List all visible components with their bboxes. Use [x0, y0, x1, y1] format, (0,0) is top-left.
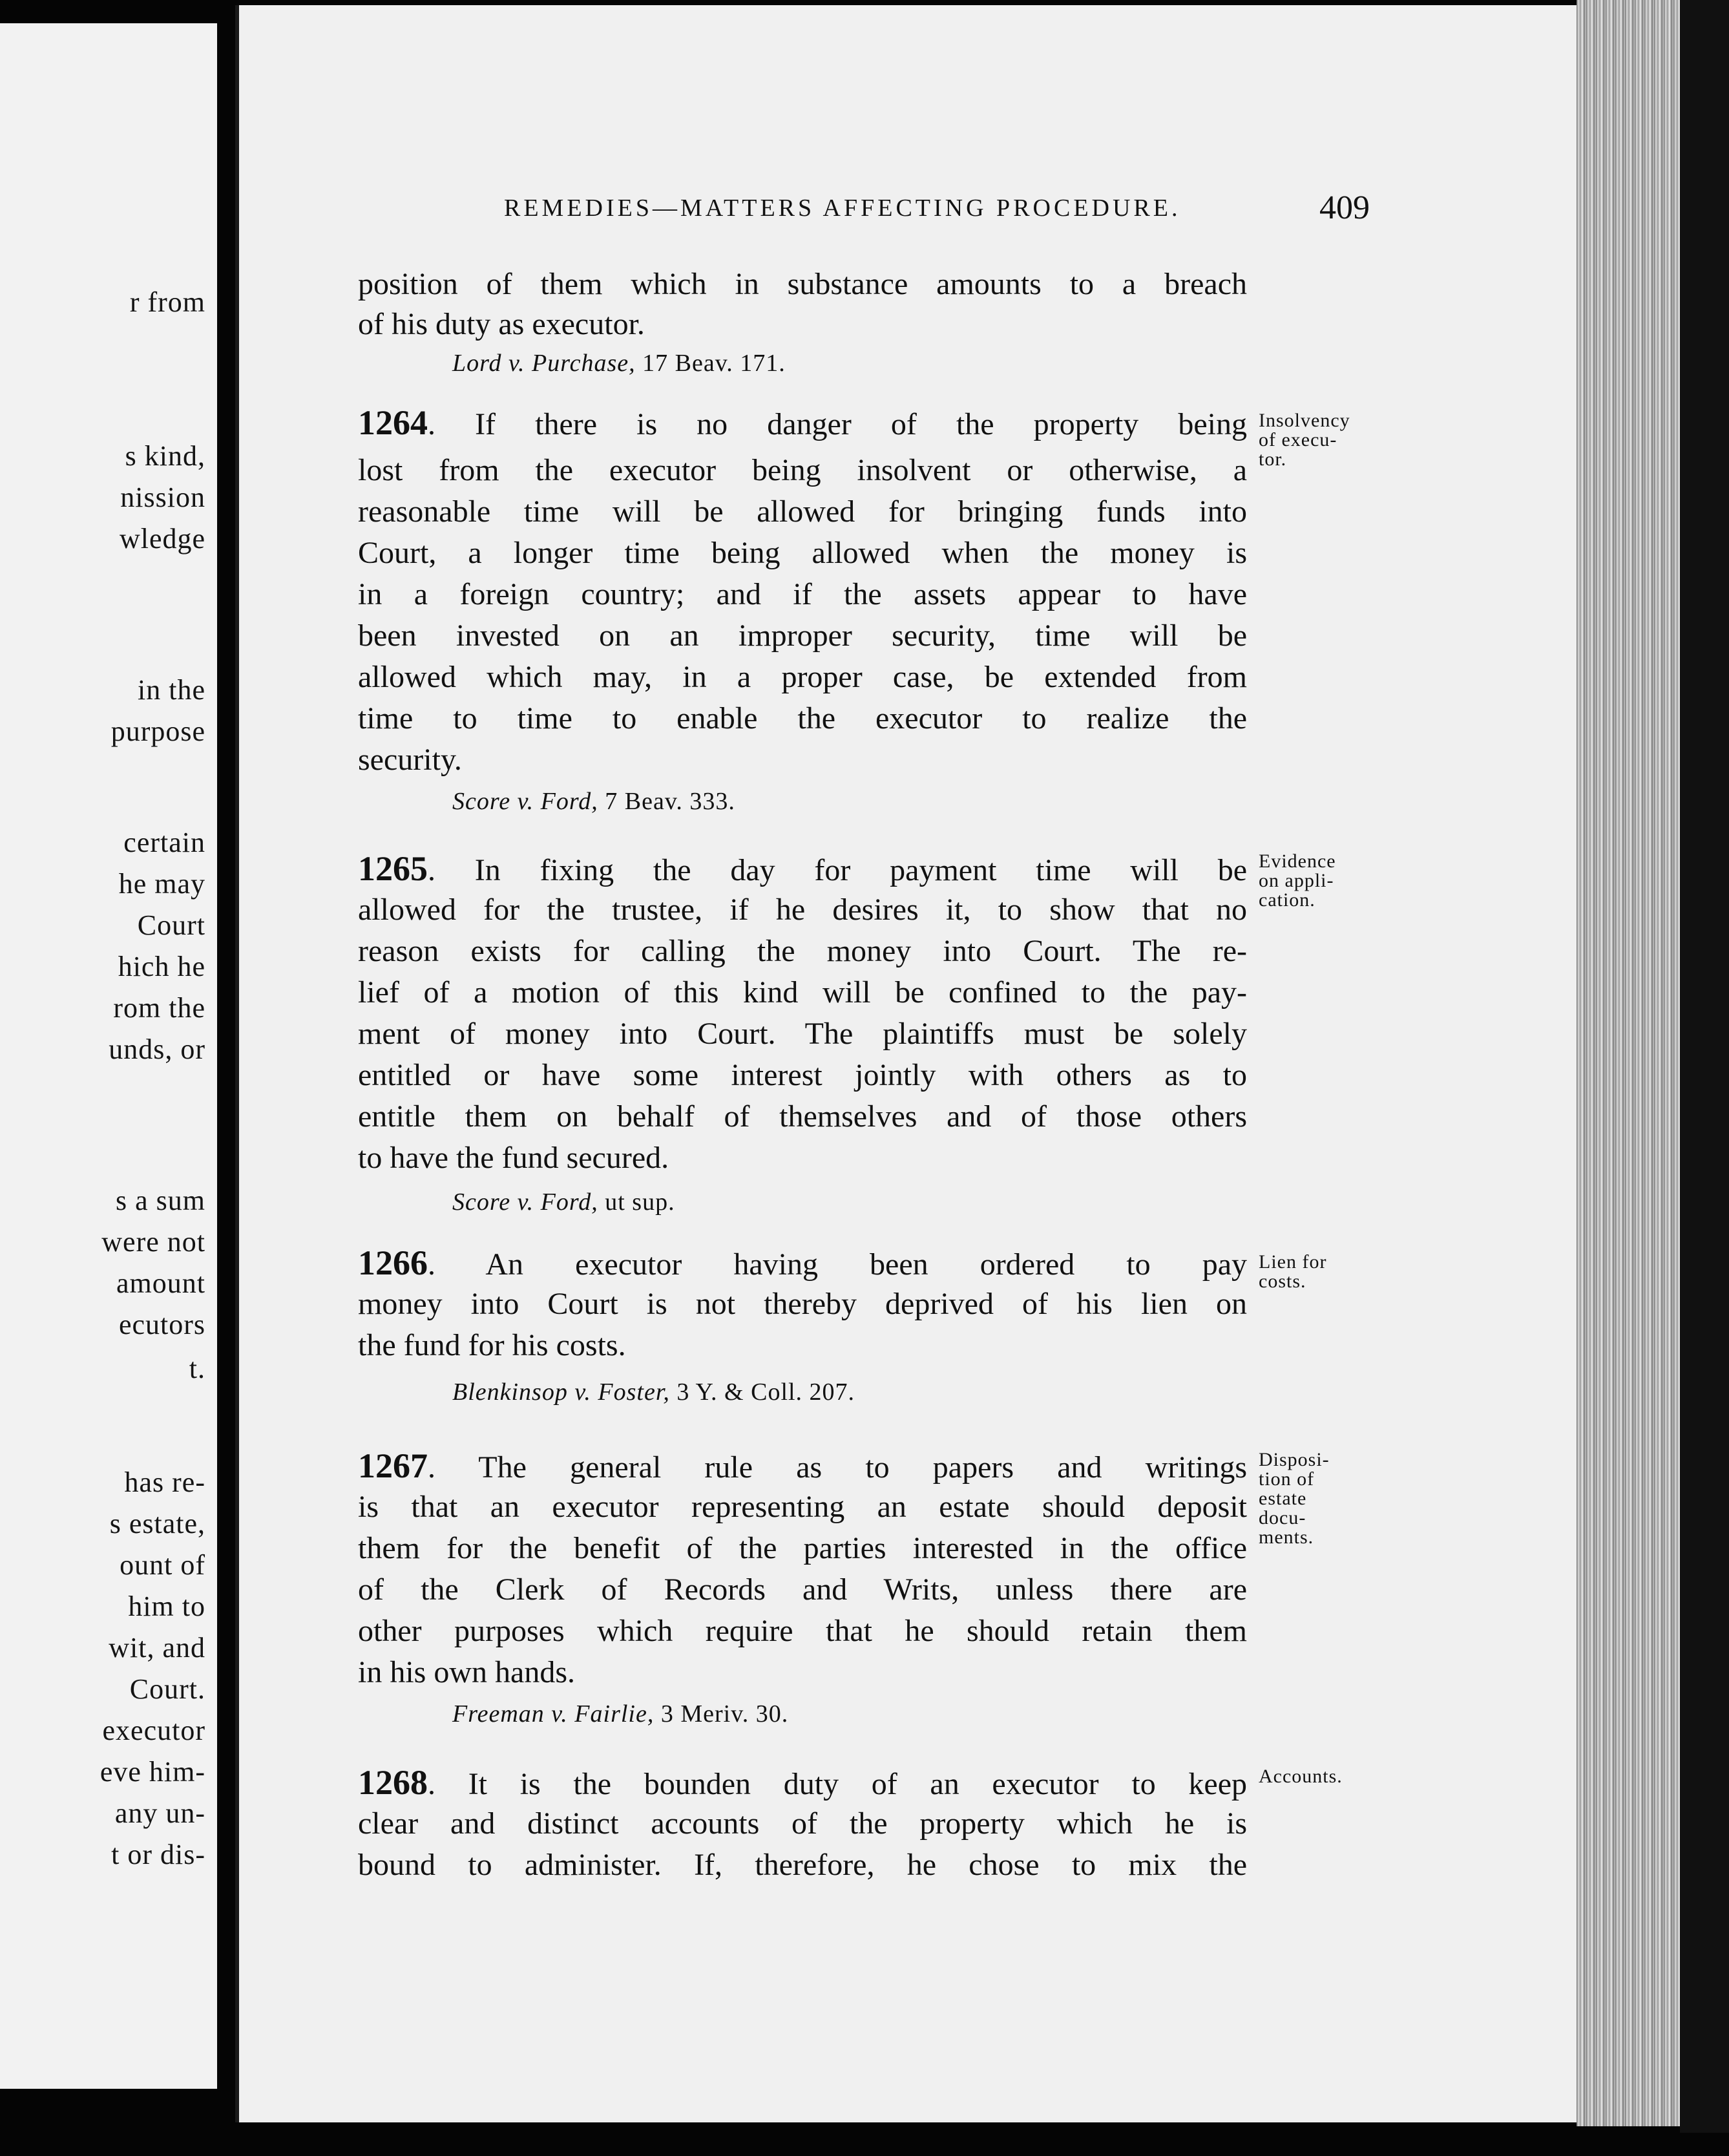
left-page-line: wit, and	[109, 1632, 205, 1664]
left-page-line: Court.	[129, 1673, 205, 1705]
text-line: them for the benefit of the parties interested in the office	[358, 1531, 1247, 1565]
text-line: ment of money into Court. The plaintiffs must be solely	[358, 1017, 1247, 1051]
left-page-line: purpose	[110, 715, 205, 747]
text-line: allowed for the trustee, if he desires it, to show that no	[358, 893, 1247, 927]
text-line: of his duty as executor.	[358, 307, 645, 341]
left-page-line: s a sum	[116, 1185, 205, 1216]
left-page-line: s estate,	[109, 1508, 205, 1539]
left-page-line: t or dis-	[111, 1839, 205, 1870]
left-page-line: he may	[118, 868, 205, 900]
page-number: 409	[1319, 189, 1370, 226]
left-page-line: ecutors	[118, 1309, 205, 1340]
left-page-line: r from	[129, 286, 205, 318]
left-page-line: nission	[120, 481, 205, 513]
text-line: to have the fund secured.	[358, 1141, 669, 1175]
text-line: Court, a longer time being allowed when the money is	[358, 536, 1247, 570]
text-line: is that an executor representing an estate should deposit	[358, 1490, 1247, 1524]
paragraph-number: 1264	[358, 405, 428, 441]
text-line: in his own hands.	[358, 1655, 575, 1689]
case-name: Freeman v. Fairlie,	[452, 1700, 655, 1728]
text-line: 1266. An executor having been ordered to pay	[358, 1245, 1247, 1281]
margin-note: Insolvency of execu- tor.	[1259, 410, 1350, 470]
paragraph-number: 1268	[358, 1764, 428, 1801]
paragraph-number: 1265	[358, 851, 428, 887]
left-page-line: executor	[102, 1715, 205, 1746]
text-line: allowed which may, in a proper case, be extended from	[358, 660, 1247, 694]
text-line: 1268. It is the bounden duty of an executor to keep	[358, 1764, 1247, 1801]
text-line: money into Court is not thereby deprived of his lien on	[358, 1287, 1247, 1321]
text-line: in a foreign country; and if the assets appear to have	[358, 577, 1247, 611]
left-page-line: has re-	[124, 1466, 205, 1498]
case-citation	[452, 1700, 788, 1728]
text-line: lost from the executor being insolvent or otherwise, a	[358, 453, 1247, 487]
paragraph-number: 1266	[358, 1245, 428, 1281]
margin-note: Accounts.	[1259, 1766, 1343, 1787]
case-reference: ut sup.	[598, 1189, 675, 1216]
text-line: 1265. In fixing the day for payment time will be	[358, 851, 1247, 887]
left-page-line: rom the	[113, 992, 205, 1024]
left-page-line: t.	[189, 1353, 205, 1384]
case-reference: 3 Y. & Coll. 207.	[669, 1379, 855, 1406]
case-name: Score v. Ford,	[452, 788, 598, 815]
margin-note: Evidence on appli- cation.	[1259, 851, 1336, 911]
text-line: the fund for his costs.	[358, 1328, 626, 1362]
left-page-line: in the	[138, 674, 205, 706]
running-head: REMEDIES—MATTERS AFFECTING PROCEDURE.	[504, 195, 1181, 222]
case-reference: 17 Beav. 171.	[635, 350, 786, 377]
text-line: position of them which in substance amounts to a breach	[358, 267, 1247, 301]
left-page-line: any un-	[114, 1797, 205, 1829]
case-citation	[452, 787, 735, 816]
text-line: security.	[358, 743, 462, 777]
text-line: reasonable time will be allowed for bringing funds into	[358, 494, 1247, 529]
text-line: 1264. If there is no danger of the property being	[358, 405, 1247, 441]
case-name: Blenkinsop v. Foster,	[452, 1379, 670, 1406]
paragraph-number: 1267	[358, 1448, 428, 1484]
text-line: 1267. The general rule as to papers and writings	[358, 1448, 1247, 1484]
text-line: been invested on an improper security, time will be	[358, 618, 1247, 653]
text-line: time to time to enable the executor to realize the	[358, 701, 1247, 735]
text-line: bound to administer. If, therefore, he chose to mix the	[358, 1848, 1247, 1882]
text-line: lief of a motion of this kind will be confined to the pay-	[358, 975, 1247, 1009]
text-line: entitle them on behalf of themselves and of those others	[358, 1099, 1247, 1134]
left-page-line: were not	[101, 1226, 205, 1258]
left-page-line: eve him-	[100, 1756, 205, 1788]
case-citation	[452, 1378, 855, 1406]
margin-note: Disposi- tion of estate docu- ments.	[1259, 1449, 1330, 1548]
left-page-line: hich he	[118, 951, 205, 982]
left-page-line: wledge	[119, 523, 205, 555]
case-citation	[452, 349, 786, 377]
left-page-line: him to	[128, 1591, 205, 1622]
case-citation	[452, 1188, 675, 1216]
page-edges-shadow	[1680, 0, 1729, 2133]
case-name: Score v. Ford,	[452, 1189, 598, 1216]
left-page-line: certain	[123, 827, 205, 858]
text-line: reason exists for calling the money into Court. The re-	[358, 934, 1247, 968]
left-page-line: Court	[137, 909, 205, 941]
case-reference: 3 Meriv. 30.	[654, 1700, 789, 1728]
case-name: Lord v. Purchase,	[452, 350, 636, 377]
case-reference: 7 Beav. 333.	[598, 788, 735, 815]
left-page-line: s kind,	[125, 440, 205, 472]
text-line: clear and distinct accounts of the property which he is	[358, 1806, 1247, 1841]
left-page	[0, 23, 217, 2089]
left-page-line: unds, or	[109, 1033, 205, 1065]
margin-note: Lien for costs.	[1259, 1251, 1327, 1292]
text-line: of the Clerk of Records and Writs, unless there are	[358, 1572, 1247, 1607]
text-line: entitled or have some interest jointly with others as to	[358, 1058, 1247, 1092]
text-line: other purposes which require that he should retain them	[358, 1614, 1247, 1648]
left-page-line: amount	[116, 1267, 205, 1299]
left-page-line: ount of	[120, 1549, 205, 1581]
